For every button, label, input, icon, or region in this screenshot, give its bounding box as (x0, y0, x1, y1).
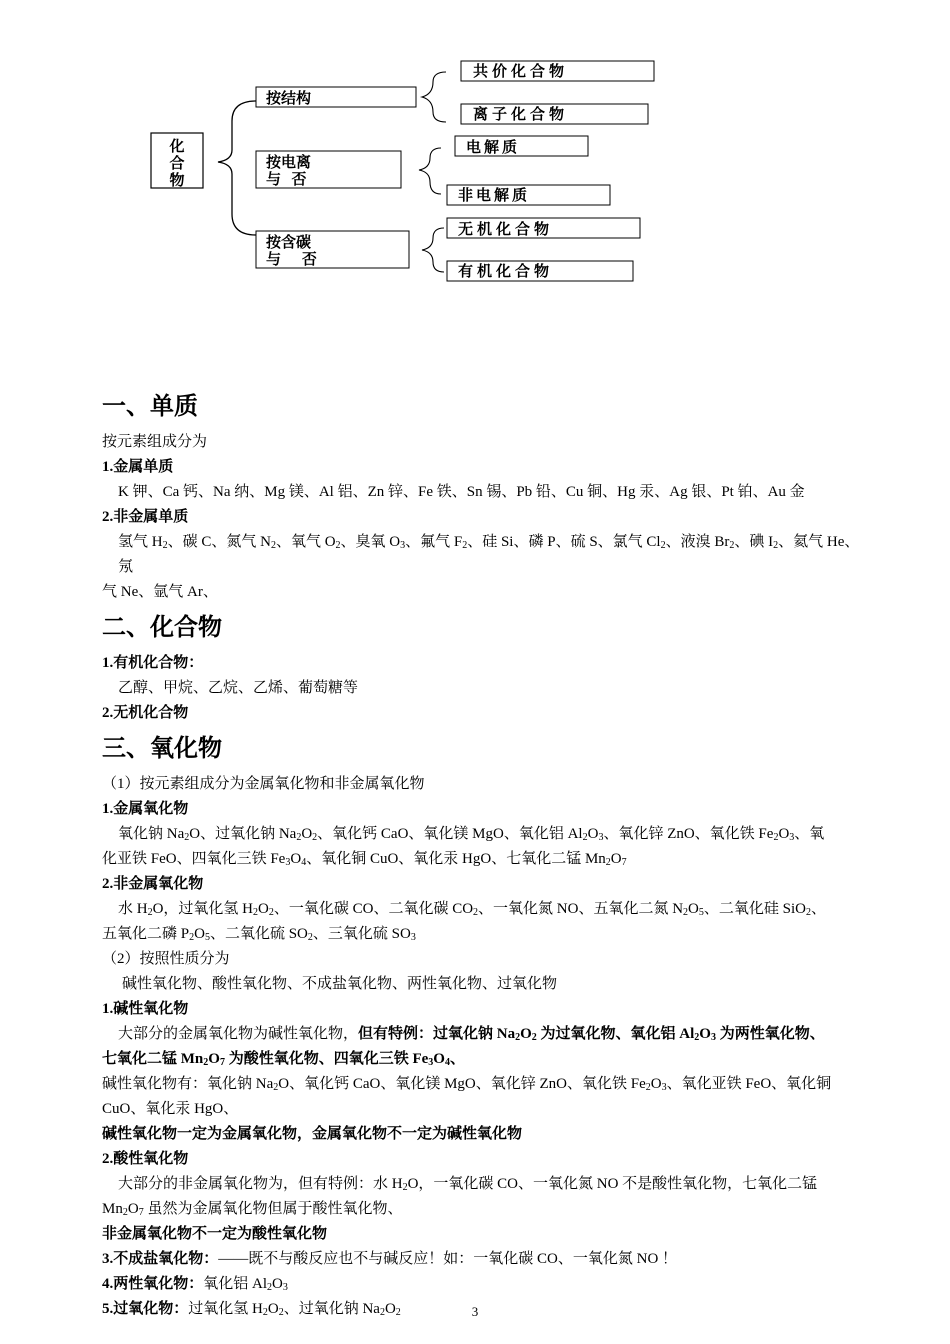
peroxide-title: 5.过氧化物： (102, 1301, 189, 1317)
section-title-compounds: 二、化合物 (102, 613, 222, 641)
section-title-oxides: 三、氧化物 (102, 734, 222, 762)
oxide-classification-1: （1）按元素组成分为金属氧化物和非金属氧化物 (102, 776, 425, 792)
compound-classification-diagram (0, 0, 950, 300)
basic-oxide-rule: 碱性氧化物一定为金属氧化物，金属氧化物不一定为碱性氧化物 (102, 1126, 523, 1142)
root-char-2: 合 (169, 154, 185, 172)
amphoteric-oxide-title: 4.两性氧化物： (102, 1276, 204, 1292)
child-nonelectrolyte: 非电解质 (458, 186, 531, 204)
branch-label-ionization-1: 按电离 (266, 153, 312, 171)
amphoteric-oxide-example: 氧化铝 $Al_2O_3$ (203, 1276, 288, 1293)
nonsalt-oxide-line (102, 1247, 872, 1272)
elements-intro: 按元素组成分为 (102, 434, 208, 450)
brace-ionization (419, 148, 441, 194)
organic-list: 乙醇、甲烷、乙烷、乙烯、葡萄糖等 (118, 680, 359, 696)
nonmetal-oxide-title: 2.非金属氧化物 (102, 876, 204, 892)
branch-label-structure: 按结构 (266, 89, 312, 107)
nonmetal-elements-list: 氢气 $H_2$、碳 C、氮气 $N_2$、氧气 $O_2$、臭氧 $O_3$、氟气 $F_2$、硅 Si、磷 P、硫 S、氯气 $Cl_2$、液溴 $Br_2$、碘 $I_2$、氦气 He、氖 (118, 534, 860, 575)
acidic-oxide-rule: 非金属氧化物不一定为酸性氧化物 (102, 1226, 328, 1242)
root-char-1: 化 (169, 137, 185, 155)
basic-oxide-title: 1.碱性氧化物 (102, 1001, 189, 1017)
metal-oxide-list: 氧化钠 $Na_2O$、过氧化钠 $Na_2O_2$、氧化钙 CaO、氧化镁 MgO、氧化铝 $Al_2O_3$、氧化锌 ZnO、氧化铁 $Fe_2O_3$、氧 (118, 826, 825, 843)
brace-structure (422, 72, 446, 122)
acidic-oxide-desc: 大部分的非金属氧化物为，但有特例：水 $H_2O$，一氧化碳 CO、一氧化氮 NO 不是酸性氧化物，七氧化二锰 (118, 1176, 818, 1193)
basic-oxide-desc: 大部分的金属氧化物为碱性氧化物，但有特例：过氧化钠 $Na_2O_2$ 为过氧化物、氧化铝 $Al_2O_3$ 为两性氧化物、 (118, 1026, 825, 1043)
section-title-elements: 一、单质 (102, 392, 198, 420)
nonmetal-oxide-list: 水 $H_2O$，过氧化氢 $H_2O_2$、一氧化碳 CO、二氧化碳 $CO_2$、一氧化氮 NO、五氧化二氮 $N_2O_5$、二氧化硅 SiO$_2$、 (118, 901, 826, 918)
child-inorganic: 无机化合物 (458, 220, 554, 238)
child-ionic: 离子化合物 (473, 105, 569, 123)
child-covalent: 共价化合物 (473, 62, 569, 80)
nonmetal-elements-list-cont: 气 Ne、氩气 Ar、 (102, 584, 218, 600)
nonmetal-oxide-list-cont: 五氧化二磷 $P_2O_5$、二氧化硫 $SO_2$、三氧化硫 $SO_3$ (102, 926, 416, 943)
nonmetal-elements-title: 2.非金属单质 (102, 509, 189, 525)
basic-oxide-list-cont: CuO、氧化汞 HgO、 (102, 1101, 239, 1117)
organic-title: 1.有机化合物： (102, 655, 204, 671)
peroxide-examples: 过氧化氢 $H_2O_2$、过氧化钠 $Na_2O_2$ (188, 1301, 401, 1318)
oxide-classification-2: （2）按照性质分为 (102, 951, 230, 967)
metal-elements-list: K 钾、Ca 钙、Na 纳、Mg 镁、Al 铝、Zn 锌、Fe 铁、Sn 锡、Pb 铅、Cu 铜、Hg 汞、Ag 银、Pt 铂、Au 金 (118, 484, 805, 500)
branch-label-ionization-2: 与 否 (266, 170, 307, 188)
acidic-oxide-desc-cont: $Mn_2O_7$ 虽然为金属氧化物但属于酸性氧化物、 (102, 1201, 403, 1218)
acidic-oxide-title: 2.酸性氧化物 (102, 1151, 189, 1167)
root-char-3: 物 (169, 171, 185, 189)
brace-carbon (422, 228, 444, 272)
main-content (102, 384, 872, 1322)
metal-elements-title: 1.金属单质 (102, 459, 174, 475)
nonsalt-oxide-text: ——既不与酸反应也不与碱反应！如：一氧化碳 CO、一氧化氮 NO ！ (218, 1251, 678, 1267)
metal-oxide-list-cont: 化亚铁 FeO、四氧化三铁 $Fe_3O_4$、氧化铜 CuO、氧化汞 HgO、七氧化二锰 $Mn_2O_7$ (102, 851, 627, 868)
page-number: 3 (471, 1304, 479, 1319)
basic-oxide-list: 碱性氧化物有：氧化钠 $Na_2O$、氧化钙 CaO、氧化镁 MgO、氧化锌 ZnO、氧化铁 $Fe_2O_3$、氧化亚铁 FeO、氧化铜 (102, 1076, 832, 1093)
metal-oxide-title: 1.金属氧化物 (102, 801, 189, 817)
root-brace (218, 101, 256, 235)
branch-label-carbon-1: 按含碳 (266, 233, 312, 251)
child-organic: 有机化合物 (458, 262, 554, 280)
nonsalt-oxide-title: 3.不成盐氧化物： (102, 1251, 219, 1267)
oxide-classification-2-list: 碱性氧化物、酸性氧化物、不成盐氧化物、两性氧化物、过氧化物 (122, 976, 558, 992)
amphoteric-oxide-line (102, 1272, 872, 1297)
child-electrolyte: 电解质 (466, 138, 521, 156)
branch-label-carbon-2: 与 否 (266, 250, 317, 268)
inorganic-title: 2.无机化合物 (102, 705, 189, 721)
basic-oxide-desc-cont: 七氧化二锰 $Mn_2O_7$ 为酸性氧化物、四氧化三铁 $Fe_3O_4$、 (102, 1051, 465, 1068)
